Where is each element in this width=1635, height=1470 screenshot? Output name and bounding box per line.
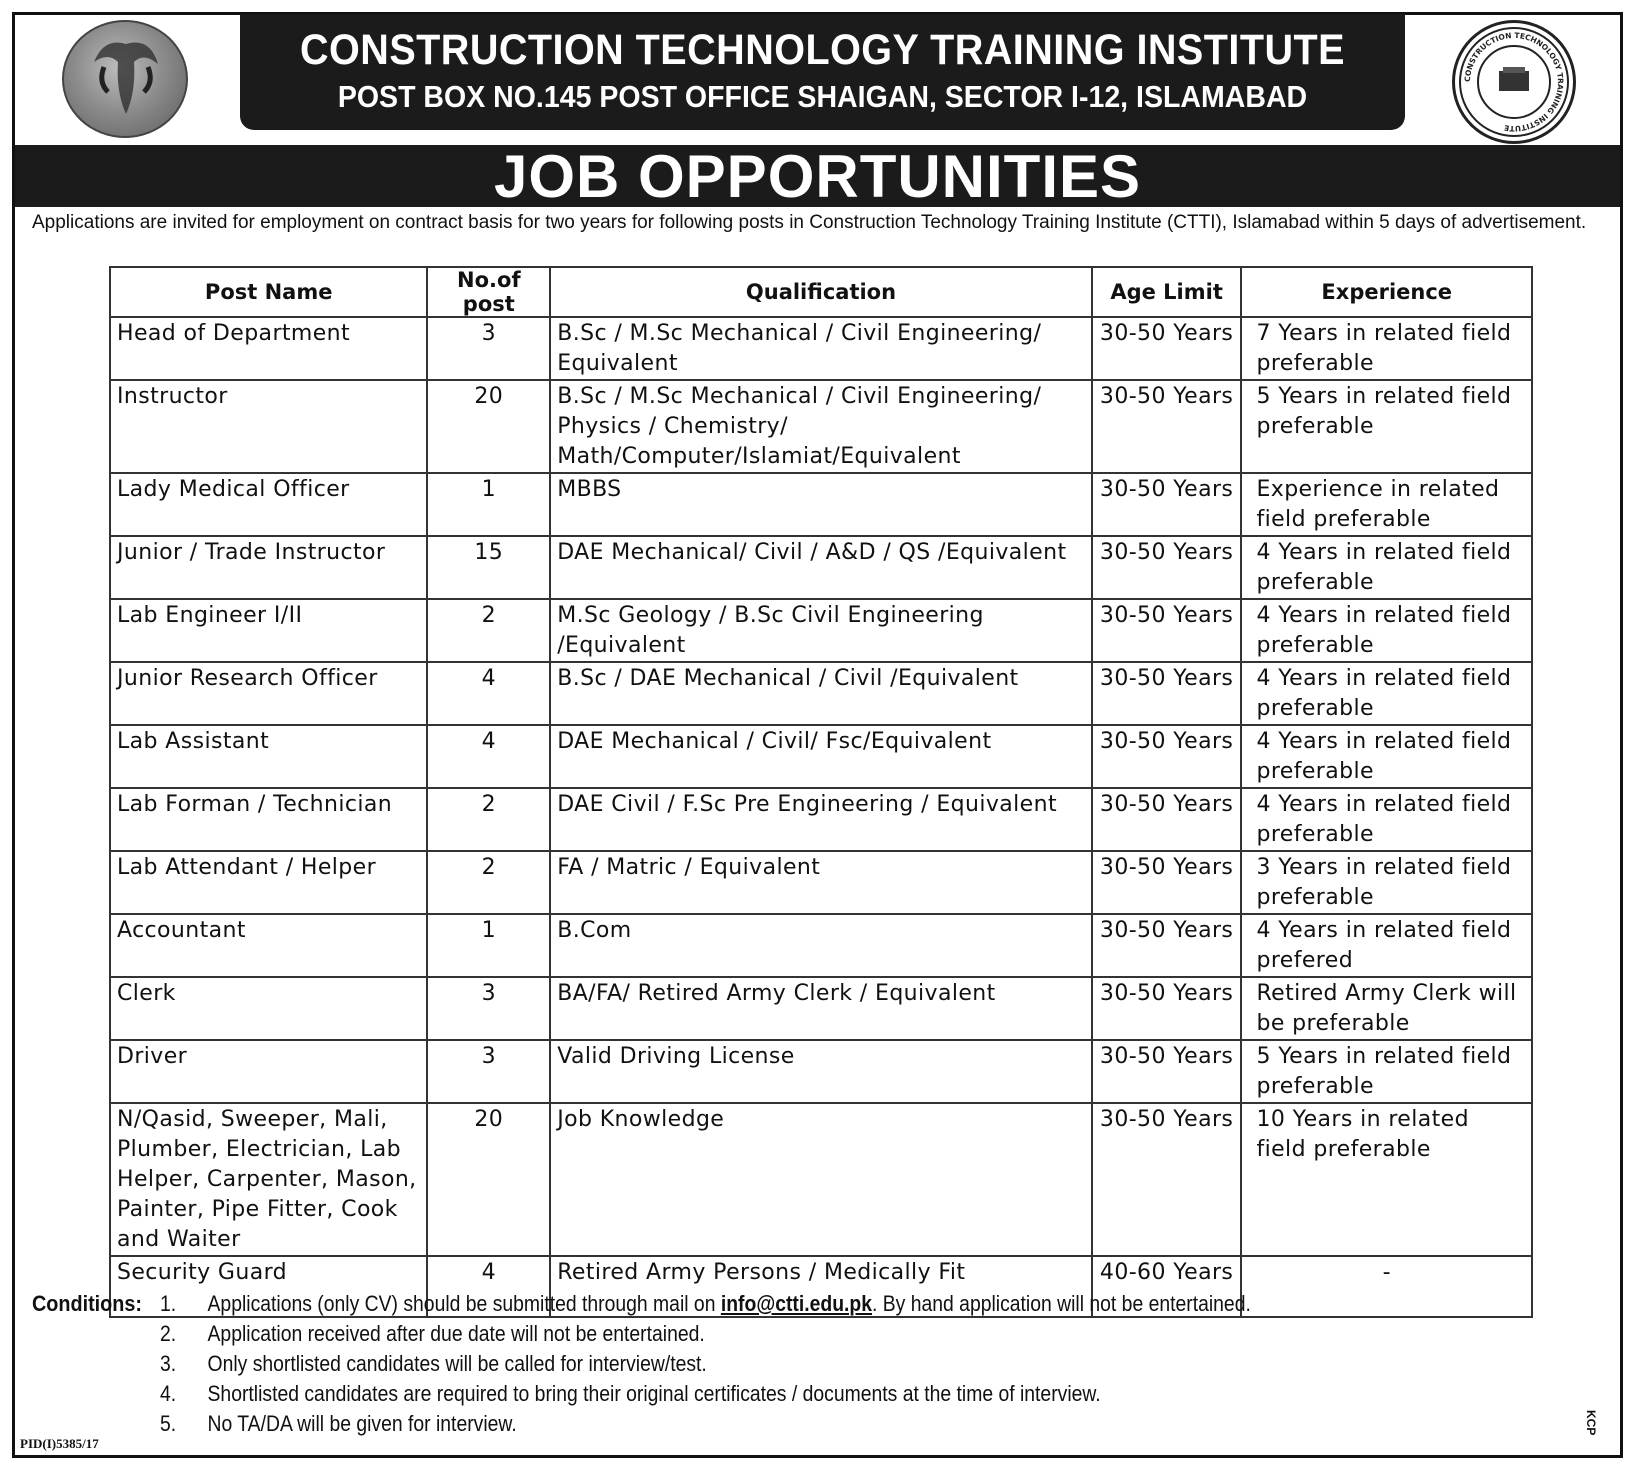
age-limit: 30-50 Years [1092, 914, 1242, 977]
institute-address: POST BOX NO.145 POST OFFICE SHAIGAN, SECTOR I-12, ISLAMABAD [337, 79, 1308, 114]
experience: 4 Years in related field preferable [1241, 725, 1532, 788]
table-row [110, 662, 1532, 725]
experience: - [1241, 1256, 1532, 1317]
header-post-name: Post Name [110, 267, 427, 317]
experience: 4 Years in related field preferable [1241, 662, 1532, 725]
age-limit: 30-50 Years [1092, 536, 1242, 599]
qualification: MBBS [550, 473, 1092, 536]
post-count: 15 [427, 536, 550, 599]
age-limit: 30-50 Years [1092, 851, 1242, 914]
condition-text: Only shortlisted candidates will be called for interview/test. [207, 1351, 707, 1376]
condition-number: 2. [160, 1321, 177, 1346]
experience: 3 Years in related field preferable [1241, 851, 1532, 914]
experience: 7 Years in related field preferable [1241, 317, 1532, 380]
qualification: B.Sc / M.Sc Mechanical / Civil Engineering/ Physics / Chemistry/ Math/Computer/Islamiat/Equivalent [550, 380, 1092, 473]
post-count: 20 [427, 380, 550, 473]
post-count: 1 [427, 914, 550, 977]
condition-item [160, 1291, 1251, 1317]
qualification: Retired Army Persons / Medically Fit [550, 1256, 1092, 1317]
conditions-label: Conditions: [32, 1291, 142, 1316]
qualification: B.Com [550, 914, 1092, 977]
experience: 4 Years in related field preferable [1241, 599, 1532, 662]
qualification: Valid Driving License [550, 1040, 1092, 1103]
table-row [110, 977, 1532, 1040]
condition-text: Shortlisted candidates are required to bring their original certificates / documents at the time of interview. [207, 1381, 1101, 1406]
experience: Retired Army Clerk will be preferable [1241, 977, 1532, 1040]
age-limit: 30-50 Years [1092, 1103, 1242, 1256]
experience: 4 Years in related field prefered [1241, 914, 1532, 977]
institute-seal-logo [1452, 20, 1576, 144]
table-row [110, 599, 1532, 662]
email-link[interactable]: info@ctti.edu.pk [720, 1291, 873, 1316]
condition-number: 4. [160, 1381, 177, 1406]
post-name: Lady Medical Officer [110, 473, 427, 536]
qualification: BA/FA/ Retired Army Clerk / Equivalent [550, 977, 1092, 1040]
experience: 4 Years in related field preferable [1241, 536, 1532, 599]
condition-number: 1. [160, 1291, 177, 1316]
post-count: 2 [427, 599, 550, 662]
post-name: Security Guard [110, 1256, 427, 1317]
experience: 5 Years in related field preferable [1241, 380, 1532, 473]
jobs-table [109, 266, 1533, 1318]
qualification: Job Knowledge [550, 1103, 1092, 1256]
side-code: KCP [1584, 1410, 1598, 1436]
age-limit: 30-50 Years [1092, 788, 1242, 851]
table-row [110, 473, 1532, 536]
condition-text-tail: . By hand application will not be entertained. [872, 1291, 1251, 1316]
post-name: Lab Assistant [110, 725, 427, 788]
post-count: 4 [427, 1256, 550, 1317]
condition-number: 3. [160, 1351, 177, 1376]
post-count: 3 [427, 977, 550, 1040]
qualification: B.Sc / DAE Mechanical / Civil /Equivalent [550, 662, 1092, 725]
post-count: 20 [427, 1103, 550, 1256]
post-name: Instructor [110, 380, 427, 473]
table-row [110, 851, 1532, 914]
post-name: Lab Attendant / Helper [110, 851, 427, 914]
post-count: 4 [427, 725, 550, 788]
condition-item [160, 1411, 517, 1437]
age-limit: 30-50 Years [1092, 473, 1242, 536]
table-row [110, 317, 1532, 380]
age-limit: 30-50 Years [1092, 725, 1242, 788]
experience: 5 Years in related field preferable [1241, 1040, 1532, 1103]
intro-paragraph: Applications are invited for employment on contract basis for two years for following posts in Construction Technology Training Institute (CTTI), Islamabad within 5 days of advertisement. [32, 212, 1587, 233]
post-count: 3 [427, 317, 550, 380]
qualification: DAE Mechanical/ Civil / A&D / QS /Equivalent [550, 536, 1092, 599]
table-row [110, 380, 1532, 473]
post-name: Driver [110, 1040, 427, 1103]
page-title: JOB OPPORTUNITIES [493, 143, 1142, 210]
age-limit: 40-60 Years [1092, 1256, 1242, 1317]
experience: 10 Years in related field preferable [1241, 1103, 1532, 1256]
post-count: 2 [427, 851, 550, 914]
post-name: Junior / Trade Instructor [110, 536, 427, 599]
header-banner [240, 14, 1405, 130]
age-limit: 30-50 Years [1092, 599, 1242, 662]
reference-code: PID(I)5385/17 [20, 1436, 99, 1451]
post-name: N/Qasid, Sweeper, Mali, Plumber, Electrician, Lab Helper, Carpenter, Mason, Painter, Pipe Fitter, Cook and Waiter [110, 1103, 427, 1256]
post-name: Lab Forman / Technician [110, 788, 427, 851]
age-limit: 30-50 Years [1092, 380, 1242, 473]
condition-item [160, 1351, 707, 1377]
table-header-row [110, 267, 1532, 317]
qualification: DAE Civil / F.Sc Pre Engineering / Equivalent [550, 788, 1092, 851]
title-bar [15, 143, 1620, 210]
table-row [110, 914, 1532, 977]
header-no-of-post: No.of post [427, 267, 550, 317]
condition-number: 5. [160, 1411, 177, 1436]
age-limit: 30-50 Years [1092, 1040, 1242, 1103]
experience: Experience in related field preferable [1241, 473, 1532, 536]
experience: 4 Years in related field preferable [1241, 788, 1532, 851]
condition-item [160, 1381, 1101, 1407]
condition-text: Applications (only CV) should be submitted through mail on [207, 1291, 721, 1316]
condition-text: No TA/DA will be given for interview. [207, 1411, 517, 1436]
institute-name: CONSTRUCTION TECHNOLOGY TRAINING INSTITUTE [300, 26, 1345, 74]
post-name: Clerk [110, 977, 427, 1040]
table-row [110, 788, 1532, 851]
age-limit: 30-50 Years [1092, 977, 1242, 1040]
post-name: Lab Engineer I/II [110, 599, 427, 662]
seal-ring-text: CONSTRUCTION TECHNOLOGY TRAINING INSTITUTE [1462, 30, 1566, 134]
condition-text: Application received after due date will not be entertained. [207, 1321, 705, 1346]
post-name: Junior Research Officer [110, 662, 427, 725]
qualification: FA / Matric / Equivalent [550, 851, 1092, 914]
age-limit: 30-50 Years [1092, 317, 1242, 380]
table-row [110, 536, 1532, 599]
ram-emblem-logo [62, 20, 188, 138]
age-limit: 30-50 Years [1092, 662, 1242, 725]
table-row [110, 1103, 1532, 1256]
header-experience: Experience [1241, 267, 1532, 317]
post-name: Accountant [110, 914, 427, 977]
table-row [110, 1040, 1532, 1103]
post-count: 1 [427, 473, 550, 536]
header-age-limit: Age Limit [1092, 267, 1242, 317]
table-row [110, 725, 1532, 788]
post-count: 3 [427, 1040, 550, 1103]
condition-item [160, 1321, 705, 1347]
post-count: 4 [427, 662, 550, 725]
post-count: 2 [427, 788, 550, 851]
qualification: DAE Mechanical / Civil/ Fsc/Equivalent [550, 725, 1092, 788]
qualification: M.Sc Geology / B.Sc Civil Engineering /Equivalent [550, 599, 1092, 662]
header-qualification: Qualification [550, 267, 1092, 317]
qualification: B.Sc / M.Sc Mechanical / Civil Engineering/ Equivalent [550, 317, 1092, 380]
post-name: Head of Department [110, 317, 427, 380]
